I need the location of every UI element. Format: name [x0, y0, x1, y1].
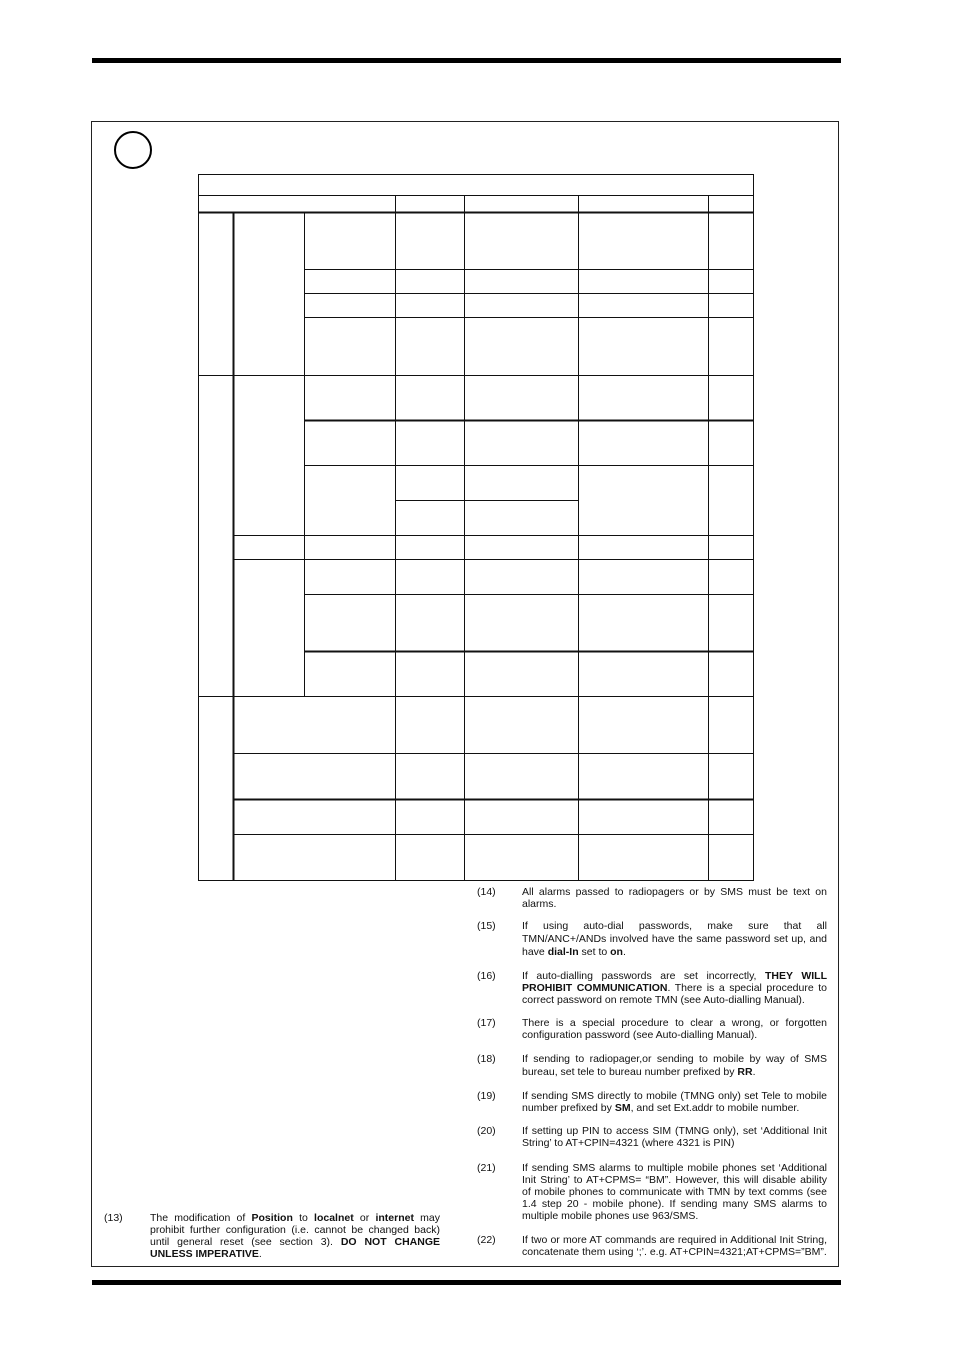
note-number: (22): [477, 1234, 496, 1246]
note-text: If sending to radiopager,or sending to mobile by way of SMS bureau, set tele to bureau number prefixed by RR.: [522, 1053, 827, 1078]
note-number: (13): [104, 1212, 123, 1224]
note-text: The modification of Position to localnet or internet may prohibit further configuration (i.e. cannot be changed back) until general reset (see section 3). DO NOT CHANGE UNLESS IMPERATIVE.: [150, 1212, 441, 1260]
note-number: (20): [477, 1125, 496, 1137]
note-number: (15): [477, 920, 496, 932]
note-text: If sending SMS alarms to multiple mobile phones set ‘Additional Init String’ to AT+CPMS= “BM”. However, this will disable ability of mobile phones to communicate with TMN by text comms (see 1.4 step 20 - mobile phone). If sending many SMS alarms to multiple mobile phones use 963/SMS.: [522, 1162, 827, 1222]
section-marker-circle: [114, 131, 152, 169]
note-number: (16): [477, 970, 496, 982]
note-number: (19): [477, 1090, 496, 1102]
note-text: All alarms passed to radiopagers or by SMS must be text on alarms.: [522, 886, 827, 910]
note-text: If auto-dialling passwords are set incorrectly, THEY WILL PROHIBIT COMMUNICATION. There is a special procedure to correct password on remote TMN (see Auto-dialling Manual).: [522, 970, 827, 1006]
note-text: If sending SMS directly to mobile (TMNG only) set Tele to mobile number prefixed by SM, and set Ext.addr to mobile number.: [522, 1090, 827, 1114]
note-text: If using auto-dial passwords, make sure that all TMN/ANC+/ANDs involved have the same password set up, and have dial-In set to on.: [522, 920, 827, 958]
note-number: (17): [477, 1017, 496, 1029]
note-number: (21): [477, 1162, 496, 1174]
note-text: If setting up PIN to access SIM (TMNG only), set ‘Additional Init String’ to AT+CPIN=4321 (where 4321 is PIN): [522, 1125, 827, 1149]
top-rule: [92, 58, 841, 63]
note-number: (14): [477, 886, 496, 898]
bottom-rule: [92, 1280, 841, 1285]
note-text: There is a special procedure to clear a wrong, or forgotten configuration password (see Auto-dialling Manual).: [522, 1017, 827, 1041]
note-number: (18): [477, 1053, 496, 1065]
note-text: If two or more AT commands are required in Additional Init String, concatenate them using ‘;’. e.g. AT+CPIN=4321;AT+CPMS=”BM”.: [522, 1234, 827, 1258]
